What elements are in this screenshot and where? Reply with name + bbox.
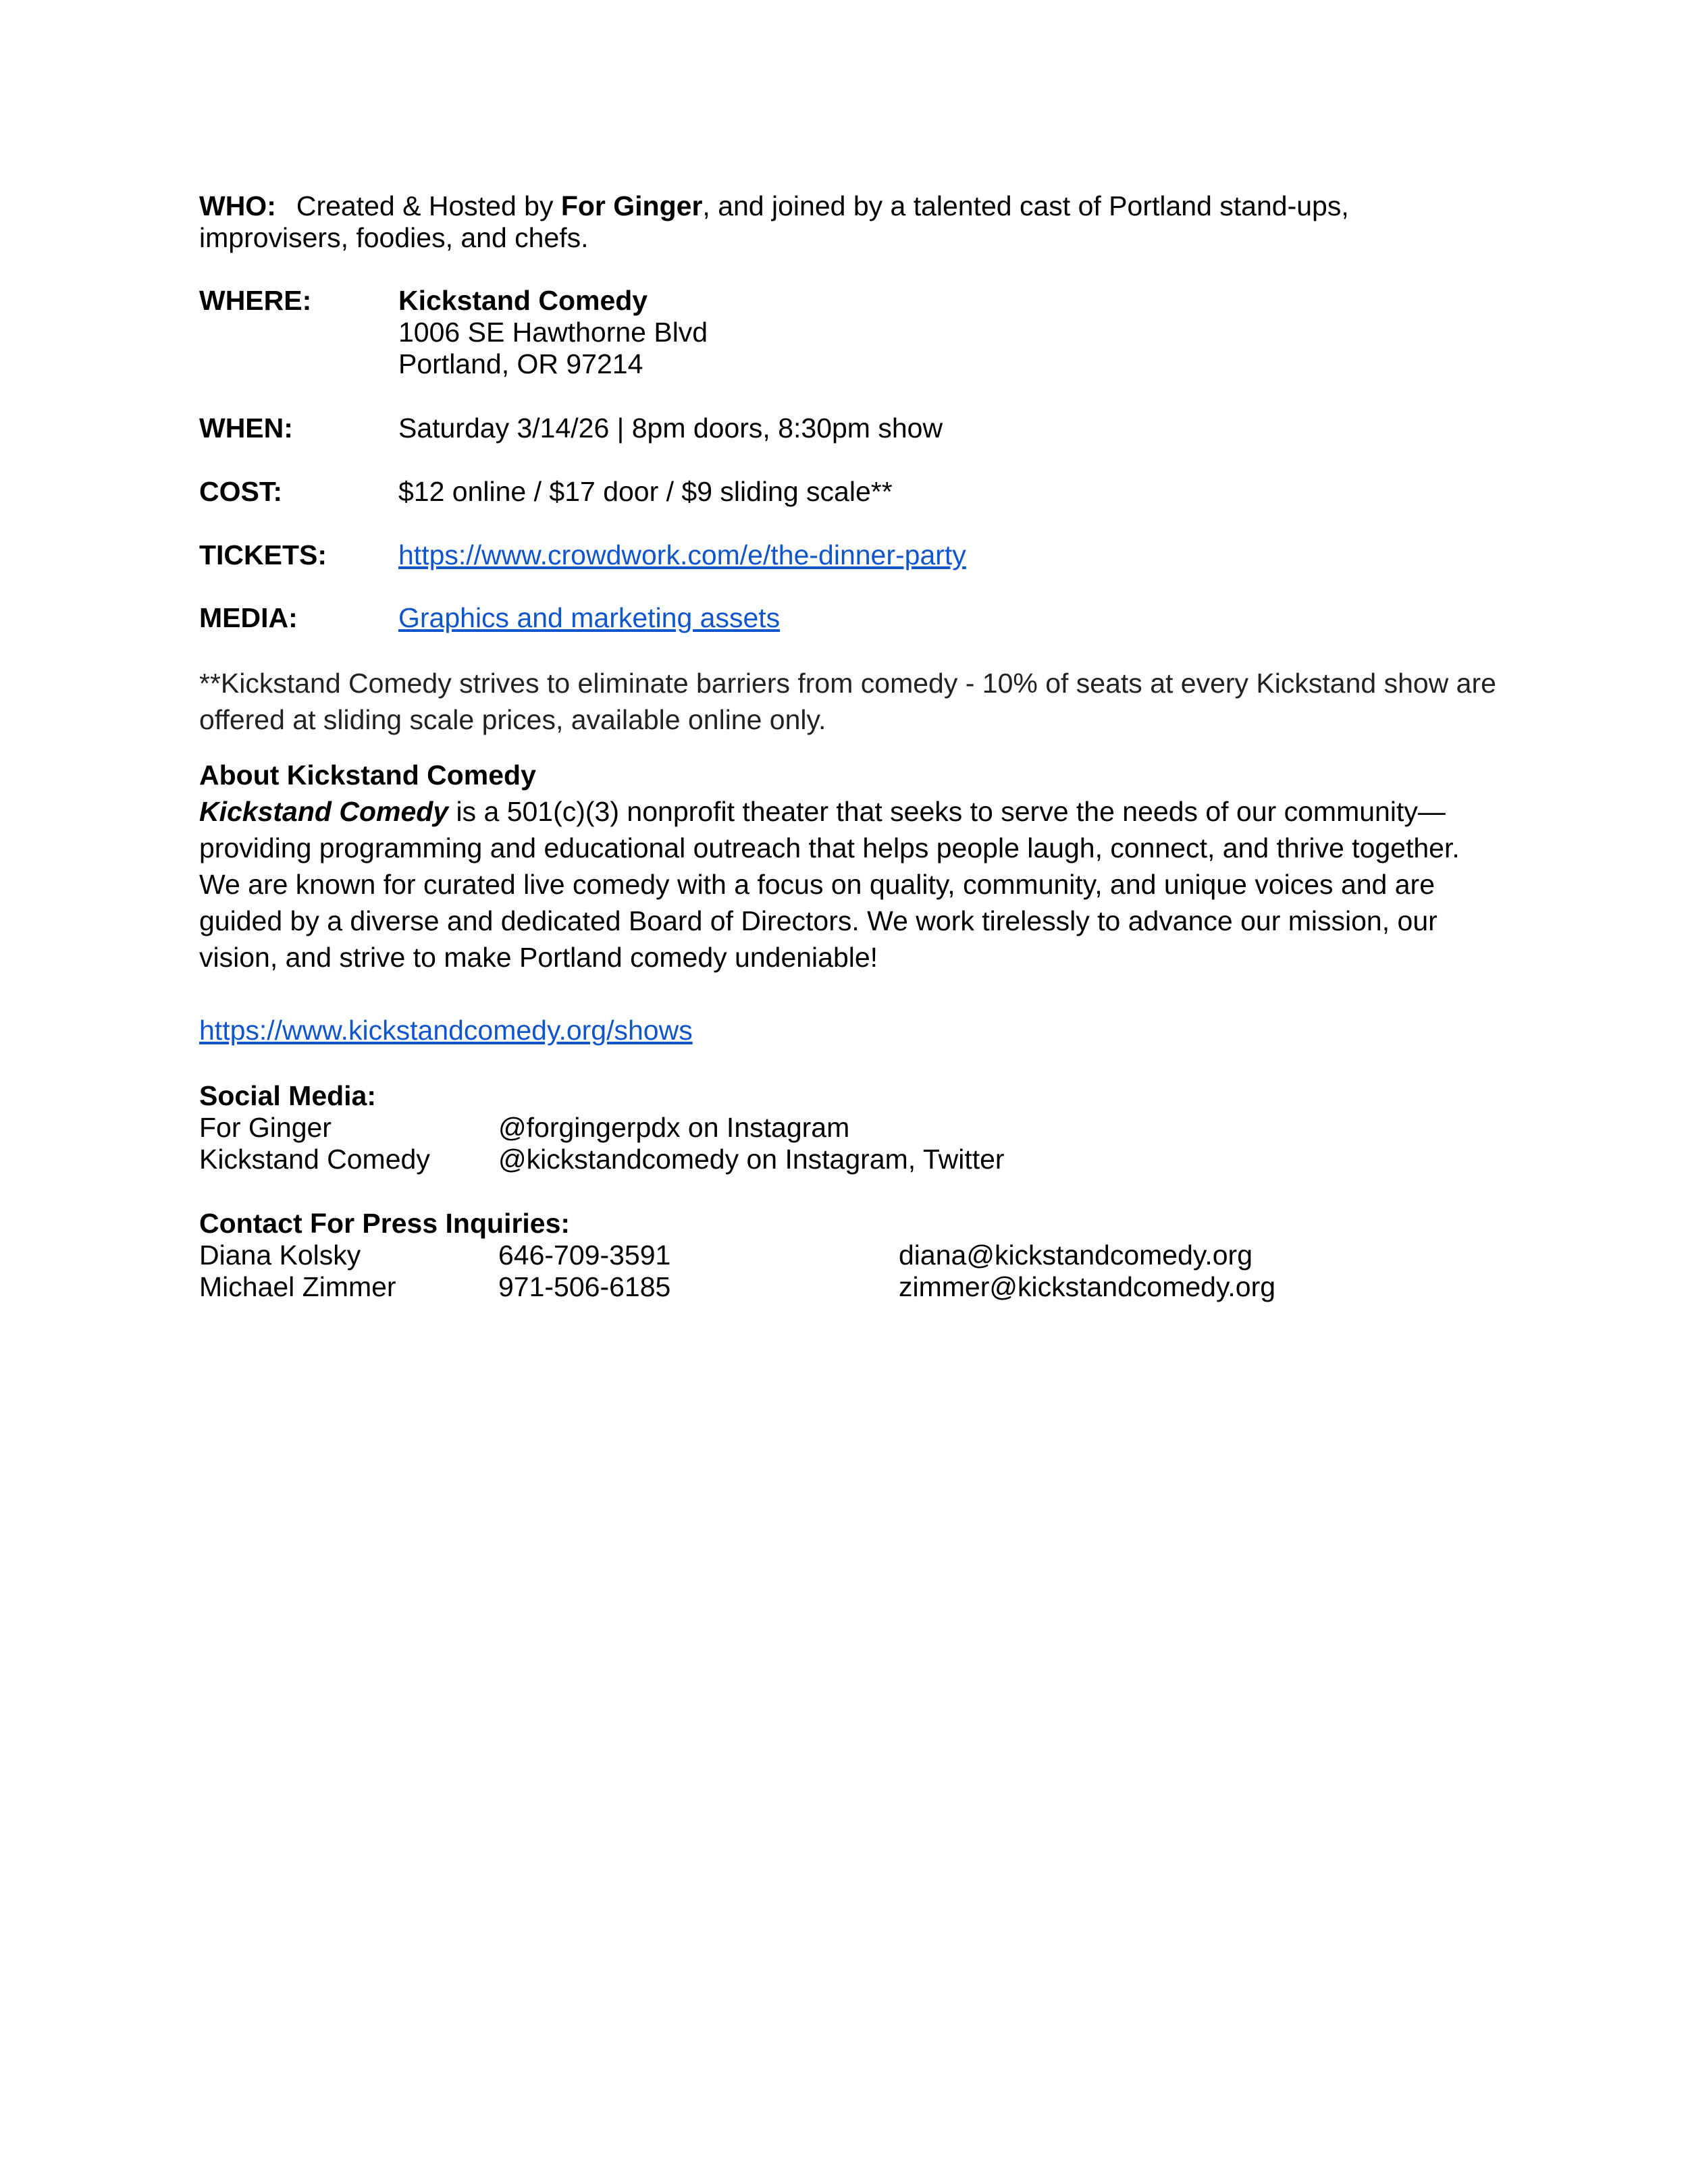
contact-name: Michael Zimmer (199, 1271, 396, 1302)
contact-name: Diana Kolsky (199, 1240, 361, 1271)
social-handle: @forgingerpdx on Instagram (498, 1112, 850, 1143)
social-row (199, 1144, 1502, 1175)
contact-email: diana@kickstandcomedy.org (899, 1240, 1253, 1271)
media-value (398, 602, 1502, 634)
tickets-section (199, 539, 1502, 571)
tickets-link[interactable]: https://www.crowdwork.com/e/the-dinner-party (398, 539, 966, 570)
who-text-before: Created & Hosted by (296, 190, 561, 221)
cost-value: $12 online / $17 door / $9 sliding scale** (398, 476, 893, 507)
where-label: WHERE: (199, 285, 312, 316)
venue-name: Kickstand Comedy (398, 285, 648, 316)
contact-row (199, 1240, 1502, 1271)
contact-phone: 971-506-6185 (498, 1271, 671, 1302)
social-row (199, 1112, 1502, 1144)
about-org-name: Kickstand Comedy (199, 796, 449, 827)
tickets-value (398, 539, 1502, 571)
media-assets-link[interactable]: Graphics and marketing assets (398, 602, 781, 633)
press-release-body (199, 190, 1502, 1303)
cost-label: COST: (199, 476, 282, 507)
who-label: WHO: (199, 190, 276, 221)
media-section (199, 602, 1502, 634)
tickets-label: TICKETS: (199, 539, 327, 570)
about-description: is a 501(c)(3) nonprofit theater that seeks to serve the needs of our community—providing programming and educational outreach that helps people laugh, connect, and thrive together. We are known for curated live comedy with a focus on quality, community, and unique voices and are guided by a diverse and dedicated Board of Directors. We work tirelessly to advance our mission, our vision, and strive to make Portland comedy undeniable! (199, 796, 1460, 973)
when-value: Saturday 3/14/26 | 8pm doors, 8:30pm show (398, 412, 943, 444)
social-name: For Ginger (199, 1112, 332, 1143)
venue-city: Portland, OR 97214 (398, 348, 643, 379)
contact-phone: 646-709-3591 (498, 1240, 671, 1271)
where-value (398, 285, 1502, 380)
sliding-scale-note: **Kickstand Comedy strives to eliminate barriers from comedy - 10% of seats at every Kickstand show are offered at sliding scale prices, available online only. (199, 668, 1496, 735)
about-body (199, 793, 1502, 976)
when-label: WHEN: (199, 412, 293, 444)
site-link-wrap (199, 1012, 1502, 1048)
cost-section (199, 476, 1502, 508)
contact-email: zimmer@kickstandcomedy.org (899, 1271, 1276, 1302)
kickstand-shows-link[interactable]: https://www.kickstandcomedy.org/shows (199, 1015, 693, 1046)
social-handle: @kickstandcomedy on Instagram, Twitter (498, 1144, 1005, 1175)
media-label: MEDIA: (199, 602, 298, 633)
social-name: Kickstand Comedy (199, 1144, 430, 1175)
where-section (199, 285, 1502, 380)
when-section (199, 412, 1502, 444)
contact-row (199, 1271, 1502, 1303)
who-section (199, 190, 1502, 254)
social-media-heading: Social Media: (199, 1080, 377, 1111)
who-text-after: , and joined by a talented cast of Portland stand-ups, improvisers, foodies, and chefs. (199, 190, 1349, 253)
who-host: For Ginger (560, 190, 703, 221)
about-heading: About Kickstand Comedy (199, 760, 536, 791)
press-contact-heading: Contact For Press Inquiries: (199, 1208, 571, 1239)
venue-street: 1006 SE Hawthorne Blvd (398, 317, 708, 348)
